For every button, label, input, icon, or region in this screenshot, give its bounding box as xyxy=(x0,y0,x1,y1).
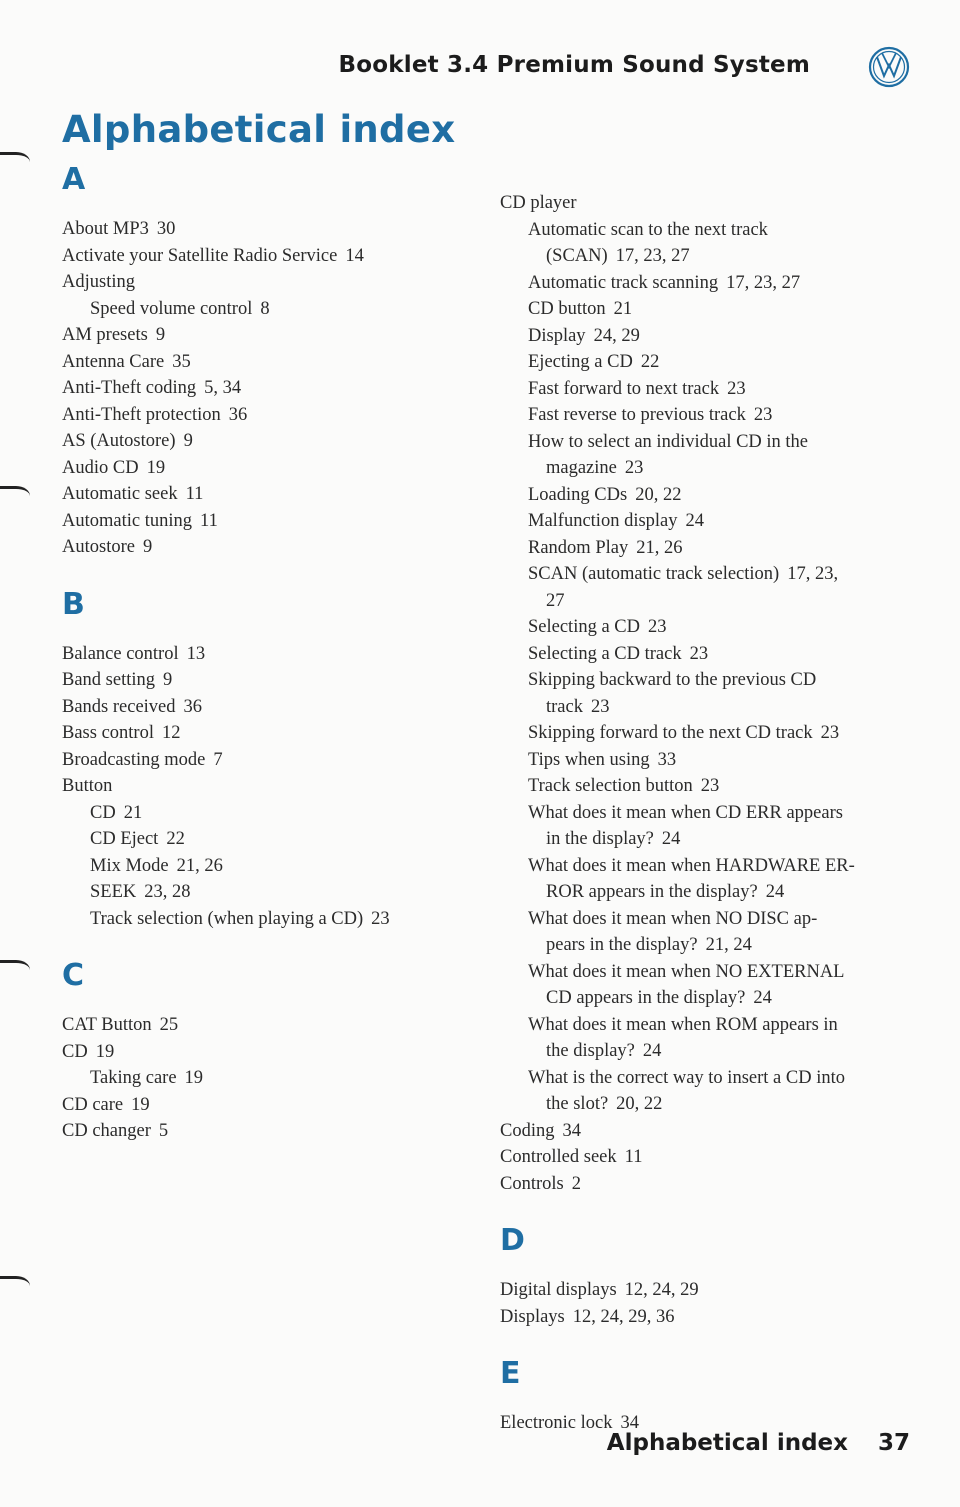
margin-tab-mark xyxy=(0,1276,30,1293)
booklet-system: Premium Sound System xyxy=(496,52,810,78)
index-subentry: Fast reverse to previous track 23 xyxy=(528,405,773,425)
index-entry: Antenna Care 35 xyxy=(62,351,191,372)
index-continuation: the slot? 20, 22 xyxy=(546,1094,663,1114)
index-subentry: Selecting a CD 23 xyxy=(528,617,667,637)
index-subentry: What does it mean when HARDWARE ER- xyxy=(528,855,855,876)
index-entry: CD player xyxy=(500,193,577,213)
index-subentry: Malfunction display 24 xyxy=(528,511,705,531)
index-continuation: magazine 23 xyxy=(546,458,644,478)
index-entry: Activate your Satellite Radio Service 14 xyxy=(62,245,364,266)
section-letter-e: E xyxy=(500,1356,521,1391)
index-entry: Automatic seek 11 xyxy=(62,484,204,504)
index-subentry: Display 24, 29 xyxy=(528,325,640,346)
running-header xyxy=(339,52,810,78)
index-entry: Coding 34 xyxy=(500,1120,581,1141)
section-letter-d: D xyxy=(500,1223,525,1258)
index-continuation: (SCAN) 17, 23, 27 xyxy=(546,246,690,266)
index-subentry: CD 21 xyxy=(90,802,143,823)
section-letter-b: B xyxy=(62,586,85,622)
booklet-number: Booklet 3.4 xyxy=(338,52,489,78)
index-subentry: SEEK 23, 28 xyxy=(90,882,191,902)
margin-tab-mark xyxy=(0,152,30,169)
index-entry: Audio CD 19 xyxy=(62,457,166,478)
index-subentry: Fast forward to next track 23 xyxy=(528,378,746,399)
index-entry: AM presets 9 xyxy=(62,325,166,345)
index-entry: Band setting 9 xyxy=(62,670,173,690)
index-entry: Controlled seek 11 xyxy=(500,1147,643,1167)
index-entry: Broadcasting mode 7 xyxy=(62,749,223,770)
index-entry: CD care 19 xyxy=(62,1094,150,1115)
title-word-1: Alphabetical xyxy=(62,108,327,151)
page-title xyxy=(62,108,455,151)
index-entry: Anti-Theft coding 5, 34 xyxy=(62,378,242,398)
index-subentry: Track selection (when playing a CD) 23 xyxy=(90,908,390,929)
index-entry: CD 19 xyxy=(62,1041,115,1062)
vw-logo-icon xyxy=(868,46,910,88)
index-continuation: ROR appears in the display? 24 xyxy=(546,882,785,902)
index-subentry: Skipping backward to the previous CD xyxy=(528,670,817,690)
index-subentry: What does it mean when CD ERR appears xyxy=(528,802,843,823)
index-entry: CD changer 5 xyxy=(62,1121,169,1141)
page-number: 37 xyxy=(877,1430,910,1456)
index-entry: About MP3 30 xyxy=(62,219,176,239)
index-continuation: 27 xyxy=(546,590,565,611)
index-subentry: How to select an individual CD in the xyxy=(528,431,809,452)
section-letter-c: C xyxy=(62,958,85,993)
index-entry: Button xyxy=(62,776,113,796)
title-word-2: index xyxy=(339,108,456,151)
index-continuation: in the display? 24 xyxy=(546,829,681,849)
index-entry: CAT Button 25 xyxy=(62,1015,179,1035)
index-entry: Electronic lock 34 xyxy=(500,1413,639,1433)
index-entry: Digital displays 12, 24, 29 xyxy=(500,1280,699,1300)
index-continuation: the display? 24 xyxy=(546,1041,662,1061)
index-subentry: Taking care 19 xyxy=(90,1068,204,1088)
index-entry: Controls 2 xyxy=(500,1173,581,1194)
index-subentry: Ejecting a CD 22 xyxy=(528,352,660,372)
index-subentry: Random Play 21, 26 xyxy=(528,537,683,558)
index-subentry: Loading CDs 20, 22 xyxy=(528,484,682,505)
index-subentry: CD button 21 xyxy=(528,299,633,319)
index-subentry: What does it mean when ROM appears in xyxy=(528,1014,838,1035)
index-subentry: Automatic track scanning 17, 23, 27 xyxy=(528,272,801,293)
index-subentry: Skipping forward to the next CD track 23 xyxy=(528,723,840,743)
index-subentry: CD Eject 22 xyxy=(90,829,185,849)
index-entry: Balance control 13 xyxy=(62,643,206,664)
section-letter-a: A xyxy=(62,162,86,197)
index-column-left xyxy=(62,158,462,1145)
index-entry: Bass control 12 xyxy=(62,723,181,743)
index-subentry: SCAN (automatic track selection) 17, 23, xyxy=(528,564,839,584)
index-entry: Anti-Theft protection 36 xyxy=(62,404,248,425)
index-subentry: Speed volume control 8 xyxy=(90,298,270,319)
index-subentry: What does it mean when NO EXTERNAL xyxy=(528,961,845,982)
footer-section-title: Alphabetical index xyxy=(606,1430,848,1456)
index-entry: Autostore 9 xyxy=(62,537,153,557)
index-entry: Adjusting xyxy=(62,272,135,292)
index-subentry: Selecting a CD track 23 xyxy=(528,643,709,664)
index-subentry: What does it mean when NO DISC ap- xyxy=(528,908,818,929)
index-entry: AS (Autostore) 9 xyxy=(62,431,193,451)
index-subentry: Track selection button 23 xyxy=(528,776,720,796)
page-footer xyxy=(607,1430,910,1456)
index-entry: Displays 12, 24, 29, 36 xyxy=(500,1306,675,1327)
index-entry: Automatic tuning 11 xyxy=(62,510,218,531)
index-subentry: What is the correct way to insert a CD into xyxy=(528,1067,845,1088)
index-continuation: track 23 xyxy=(546,696,610,717)
index-subentry: Automatic scan to the next track xyxy=(528,219,768,240)
index-subentry: Tips when using 33 xyxy=(528,749,677,770)
margin-tab-mark xyxy=(0,486,30,503)
index-entry: Bands received 36 xyxy=(62,696,203,717)
margin-tab-mark xyxy=(0,960,30,977)
index-continuation: pears in the display? 21, 24 xyxy=(546,935,752,955)
index-continuation: CD appears in the display? 24 xyxy=(546,988,772,1008)
index-column-right xyxy=(500,190,920,1437)
index-subentry: Mix Mode 21, 26 xyxy=(90,855,223,876)
